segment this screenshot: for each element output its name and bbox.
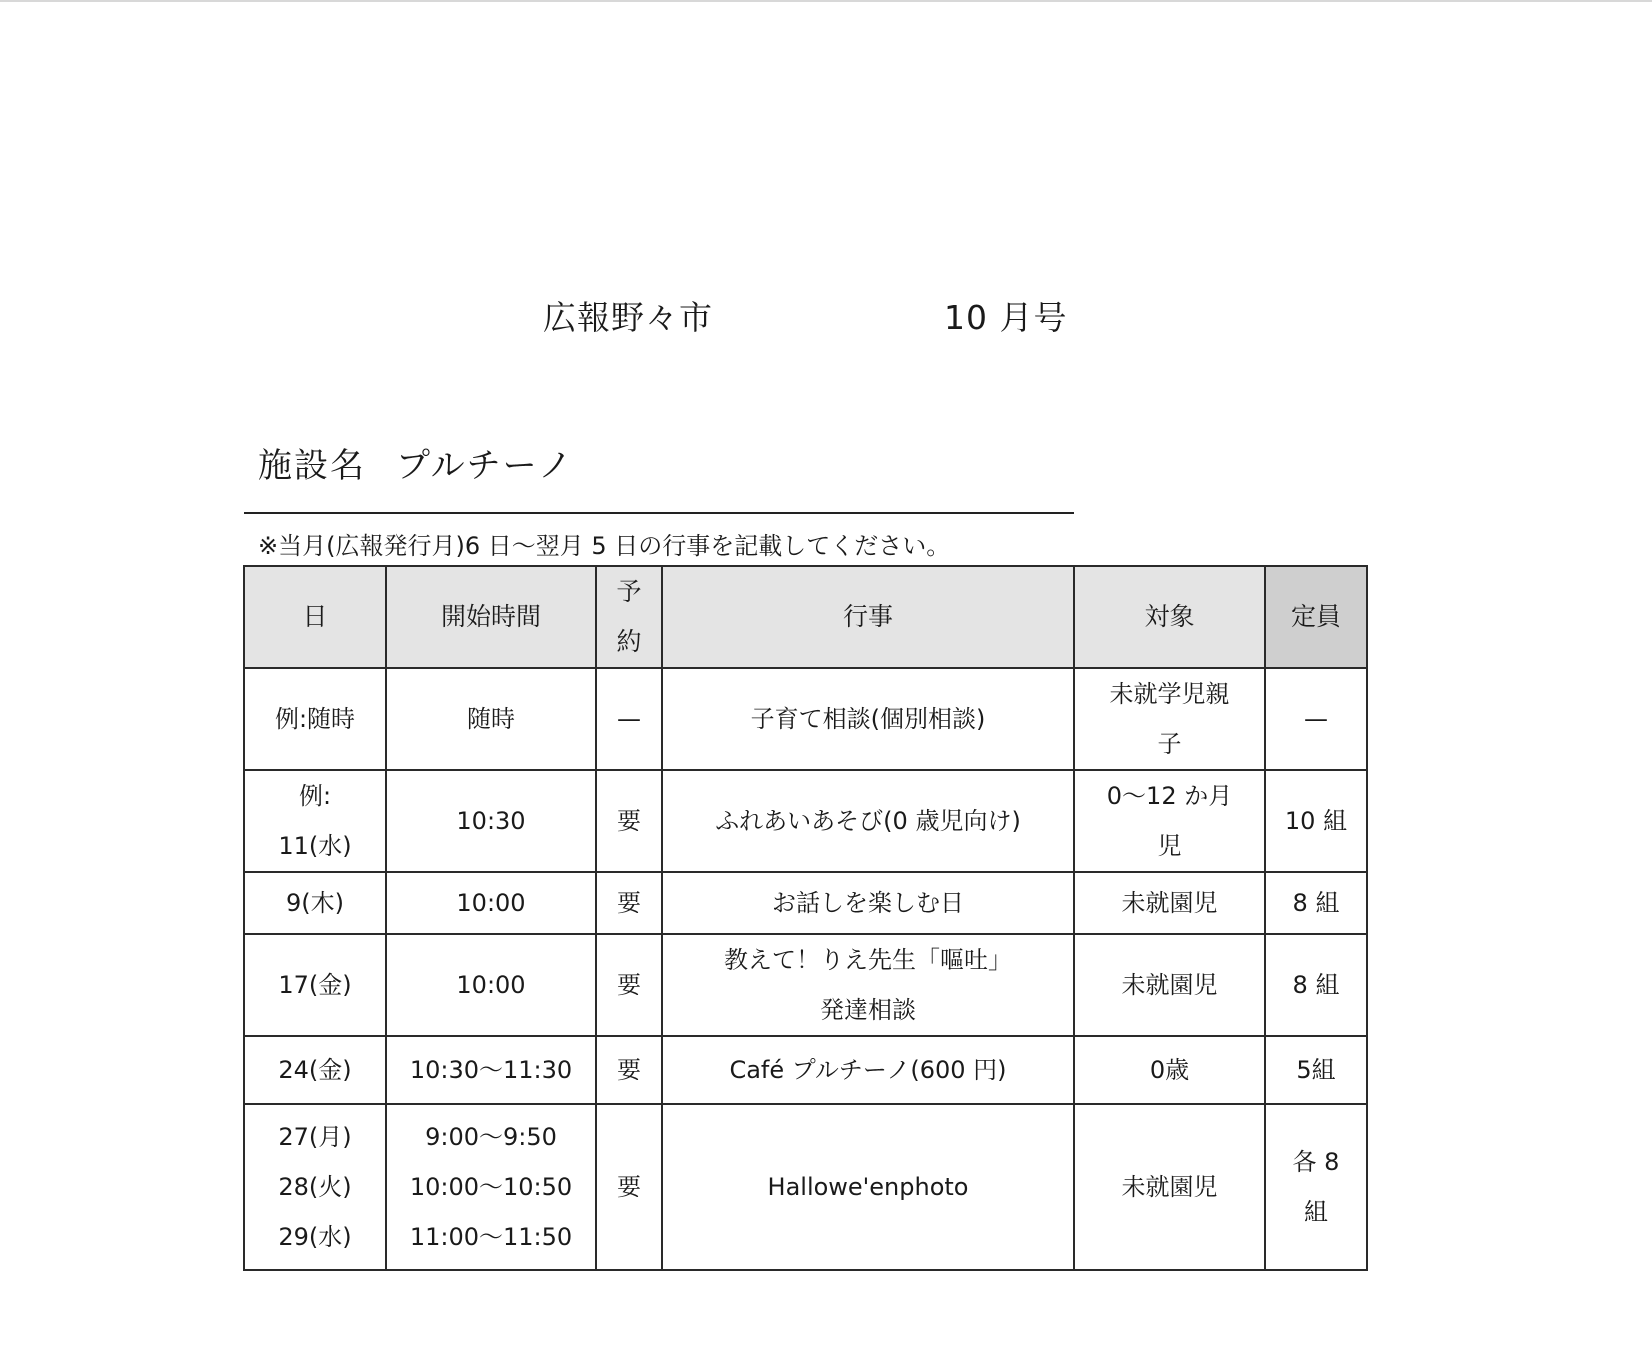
facility-heading	[258, 438, 574, 487]
cell-reservation: 要	[596, 1036, 662, 1104]
cell-date-line1: 27(月)	[278, 1123, 352, 1151]
cell-date-line3: 29(水)	[278, 1223, 352, 1251]
cell-time-line1: 9:00～9:50	[425, 1123, 557, 1151]
cell-event-line2: 発達相談	[820, 996, 916, 1024]
cell-capacity: —	[1265, 668, 1367, 770]
cell-target: 未就園児	[1074, 934, 1265, 1036]
cell-time: 10:00	[386, 934, 596, 1036]
cell-time-line2: 10:00～10:50	[409, 1173, 573, 1201]
cell-time-line3: 11:00～11:50	[409, 1223, 573, 1251]
table-row	[244, 1104, 1367, 1270]
events-table	[243, 565, 1368, 1271]
table-row	[244, 1036, 1367, 1104]
cell-target	[1074, 770, 1265, 872]
cell-time: 10:00	[386, 872, 596, 934]
publication-issue: 10 月号	[944, 298, 1068, 337]
cell-capacity: 10 組	[1265, 770, 1367, 872]
table-row	[244, 872, 1367, 934]
cell-event: お話しを楽しむ日	[662, 872, 1074, 934]
cell-date	[244, 770, 386, 872]
cell-target-line2: 児	[1157, 832, 1182, 860]
cell-event: Hallowe'enphoto	[662, 1104, 1074, 1270]
cell-date: 例:随時	[244, 668, 386, 770]
cell-reservation: —	[596, 668, 662, 770]
cell-time: 10:30	[386, 770, 596, 872]
cell-capacity-line2: 組	[1304, 1198, 1328, 1226]
cell-time: 随時	[386, 668, 596, 770]
publication-header	[0, 292, 1652, 342]
cell-reservation: 要	[596, 1104, 662, 1270]
cell-time: 10:30～11:30	[386, 1036, 596, 1104]
cell-reservation: 要	[596, 934, 662, 1036]
cell-time	[386, 1104, 596, 1270]
cell-event: Café プルチーノ(600 円)	[662, 1036, 1074, 1104]
scan-edge	[0, 0, 1652, 2]
cell-target-line2: 子	[1157, 730, 1182, 758]
cell-capacity	[1265, 1104, 1367, 1270]
cell-target-line1: 未就学児親	[1109, 680, 1230, 708]
cell-capacity-line1: 各 8	[1292, 1148, 1340, 1176]
cell-date-line2: 28(火)	[278, 1173, 352, 1201]
table-row	[244, 934, 1367, 1036]
publication-name: 広報野々市	[543, 298, 713, 337]
cell-capacity: 8 組	[1265, 872, 1367, 934]
cell-target: 0歳	[1074, 1036, 1265, 1104]
facility-underline	[244, 512, 1074, 514]
cell-target-line1: 0～12 か月	[1106, 782, 1233, 810]
cell-event	[662, 934, 1074, 1036]
header-capacity: 定員	[1265, 566, 1367, 668]
header-event: 行事	[662, 566, 1074, 668]
header-reservation-line1: 予	[616, 577, 642, 606]
cell-date: 9(木)	[244, 872, 386, 934]
header-date: 日	[244, 566, 386, 668]
cell-date-line2: 11(水)	[278, 832, 352, 860]
cell-capacity: 8 組	[1265, 934, 1367, 1036]
cell-target: 未就園児	[1074, 1104, 1265, 1270]
cell-date: 17(金)	[244, 934, 386, 1036]
cell-event-line1: 教えて！りえ先生「嘔吐」	[724, 946, 1012, 974]
table-header-row	[244, 566, 1367, 668]
header-reservation	[596, 566, 662, 668]
header-target: 対象	[1074, 566, 1265, 668]
cell-event: 子育て相談(個別相談)	[662, 668, 1074, 770]
cell-date: 24(金)	[244, 1036, 386, 1104]
instruction-note: ※当月(広報発行月)6 日～翌月 5 日の行事を記載してください。	[258, 532, 951, 560]
cell-target: 未就園児	[1074, 872, 1265, 934]
table-row	[244, 668, 1367, 770]
facility-name: プルチーノ	[396, 446, 574, 486]
header-start-time: 開始時間	[386, 566, 596, 668]
cell-date-line1: 例:	[298, 782, 332, 810]
cell-date	[244, 1104, 386, 1270]
cell-event: ふれあいあそび(0 歳児向け)	[662, 770, 1074, 872]
cell-reservation: 要	[596, 872, 662, 934]
header-reservation-line2: 約	[616, 627, 642, 656]
table-row	[244, 770, 1367, 872]
cell-reservation: 要	[596, 770, 662, 872]
facility-label: 施設名	[258, 446, 366, 486]
cell-capacity: 5組	[1265, 1036, 1367, 1104]
cell-target	[1074, 668, 1265, 770]
